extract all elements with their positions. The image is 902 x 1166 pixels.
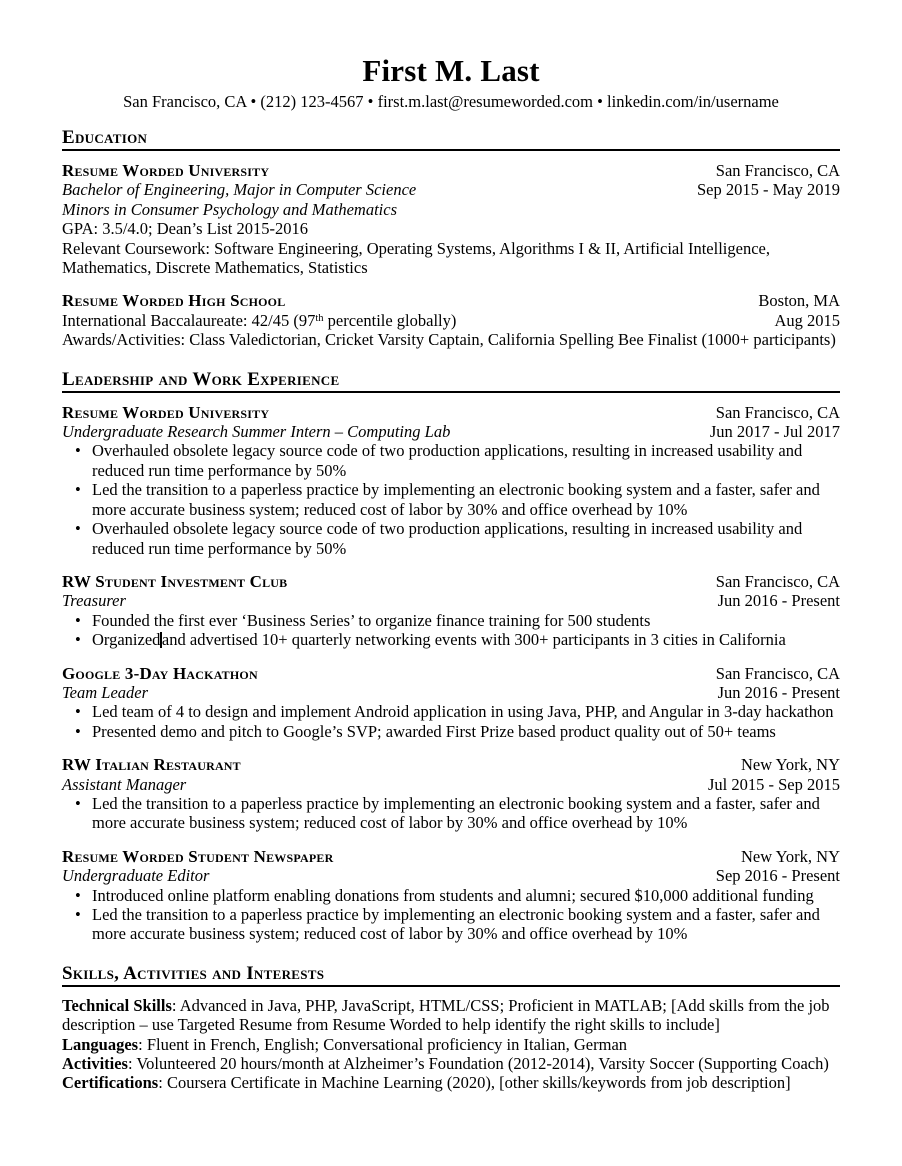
role-title: Undergraduate Editor bbox=[62, 866, 210, 886]
entry-header-row bbox=[62, 403, 840, 422]
ordinal-superscript: th bbox=[315, 312, 324, 324]
section-heading-experience: Leadership and Work Experience bbox=[62, 369, 840, 393]
skills-text: : Coursera Certificate in Machine Learning (2020), [other skills/keywords from job description] bbox=[158, 1073, 791, 1093]
entry-header-row bbox=[62, 664, 840, 683]
bullet-item bbox=[62, 611, 840, 630]
role-dates: Jun 2017 - Jul 2017 bbox=[709, 422, 840, 442]
bullet-icon: • bbox=[75, 905, 81, 924]
bullet-text: Overhauled obsolete legacy source code of two production applications, resulting in increased usability and reduced run time performance by 50% bbox=[92, 441, 803, 480]
skills-text: : Volunteered 20 hours/month at Alzheimer’s Foundation (2012-2014), Varsity Soccer (Supporting Coach) bbox=[127, 1054, 829, 1074]
bullet-item bbox=[62, 480, 840, 519]
bullet-text: Founded the first ever ‘Business Series’ to organize finance training for 500 students bbox=[92, 610, 651, 630]
role-dates: Jun 2016 - Present bbox=[717, 591, 840, 611]
bullet-list bbox=[62, 794, 840, 833]
entry-subheader-row bbox=[62, 422, 840, 441]
org-name: Google 3-Day Hackathon bbox=[62, 663, 258, 683]
org-location: San Francisco, CA bbox=[715, 663, 840, 683]
skills-line bbox=[62, 996, 840, 1035]
skills-line bbox=[62, 1073, 840, 1092]
bullet-item bbox=[62, 702, 840, 721]
entry-header-row bbox=[62, 161, 840, 180]
bullet-text: Led the transition to a paperless practice by implementing an electronic booking system and a faster, safer and more accurate business system; reduced cost of labor by 30% and office overhead by 10% bbox=[92, 480, 820, 519]
org-location: New York, NY bbox=[740, 846, 840, 866]
skills-text: : Advanced in Java, PHP, JavaScript, HTML/CSS; Proficient in MATLAB; [Add skills from the job description – use Targeted Resume from Resume Worded to help identify the right skills to include] bbox=[62, 995, 830, 1035]
entry-subheader-row bbox=[62, 180, 840, 199]
org-name: Resume Worded University bbox=[62, 402, 270, 422]
skills-block bbox=[62, 996, 840, 1093]
bullet-list bbox=[62, 886, 840, 944]
bullet-item bbox=[62, 905, 840, 944]
entry-subheader-row bbox=[62, 683, 840, 702]
person-name: First M. Last bbox=[362, 53, 540, 88]
role-dates: Sep 2016 - Present bbox=[715, 866, 840, 886]
entry-subheader-row bbox=[62, 866, 840, 885]
gpa-line: GPA: 3.5/4.0; Dean’s List 2015-2016 bbox=[62, 219, 308, 239]
contact-line: San Francisco, CA • (212) 123-4567 • first.m.last@resumeworded.com • linkedin.com/in/username bbox=[123, 92, 779, 111]
coursework-line: Relevant Coursework: Software Engineering, Operating Systems, Algorithms I & II, Artificial Intelligence, Mathematics, Discrete Mathematics, Statistics bbox=[62, 238, 770, 278]
bullet-icon: • bbox=[75, 721, 81, 741]
awards-line: Awards/Activities: Class Valedictorian, Cricket Varsity Captain, California Spelling Bee Finalist (1000+ participants) bbox=[62, 330, 836, 350]
role-dates: Jul 2015 - Sep 2015 bbox=[708, 774, 840, 794]
bullet-list bbox=[62, 611, 840, 650]
experience-entry bbox=[62, 664, 840, 742]
role-dates: Jun 2016 - Present bbox=[717, 682, 840, 702]
bullet-icon: • bbox=[75, 519, 81, 539]
bullet-text: Led the transition to a paperless practice by implementing an electronic booking system and a faster, safer and more accurate business system; reduced cost of labor by 30% and office overhead by 10% bbox=[92, 793, 820, 833]
bullet-text-with-cursor[interactable]: Organizedand advertised 10+ quarterly networking events with 300+ participants in 3 cities in California bbox=[92, 630, 786, 650]
bullet-icon: • bbox=[75, 441, 81, 461]
entry-header-row bbox=[62, 572, 840, 591]
resume-content bbox=[62, 0, 840, 1093]
skills-label: Languages bbox=[62, 1034, 139, 1054]
bullet-text: Led the transition to a paperless practice by implementing an electronic booking system and a faster, safer and more accurate business system; reduced cost of labor by 30% and office overhead by 10% bbox=[92, 905, 820, 944]
bullet-item bbox=[62, 519, 840, 558]
ib-score-line: International Baccalaureate: 42/45 (97th percentile globally) bbox=[62, 310, 457, 330]
bullet-text: Presented demo and pitch to Google’s SVP; awarded First Prize based product quality out of 50+ teams bbox=[92, 721, 776, 741]
role-title: Undergraduate Research Summer Intern – Computing Lab bbox=[62, 422, 451, 442]
role-title: Treasurer bbox=[62, 591, 126, 611]
experience-entry bbox=[62, 755, 840, 833]
bullet-item bbox=[62, 794, 840, 833]
school-location: Boston, MA bbox=[758, 291, 840, 311]
skills-line bbox=[62, 1054, 840, 1073]
org-name: RW Italian Restaurant bbox=[62, 755, 241, 775]
education-dates: Sep 2015 - May 2019 bbox=[697, 180, 840, 200]
bullet-text: Overhauled obsolete legacy source code of two production applications, resulting in increased usability and reduced run time performance by 50% bbox=[92, 519, 803, 558]
education-entry bbox=[62, 161, 840, 277]
org-location: San Francisco, CA bbox=[715, 402, 840, 422]
org-location: San Francisco, CA bbox=[715, 571, 840, 591]
role-title: Team Leader bbox=[62, 682, 149, 702]
bullet-list bbox=[62, 441, 840, 557]
entry-subheader-row bbox=[62, 775, 840, 794]
degree-title: Bachelor of Engineering, Major in Computer Science bbox=[62, 180, 417, 200]
bullet-text: Led team of 4 to design and implement Android application in using Java, PHP, and Angular in 3-day hackathon bbox=[92, 702, 834, 722]
org-name: RW Student Investment Club bbox=[62, 571, 288, 591]
bullet-icon: • bbox=[75, 885, 81, 905]
skills-label: Technical Skills bbox=[62, 995, 172, 1015]
entry-header-row bbox=[62, 847, 840, 866]
org-location: New York, NY bbox=[740, 755, 840, 775]
bullet-list bbox=[62, 702, 840, 741]
skills-line bbox=[62, 1035, 840, 1054]
education-entry bbox=[62, 291, 840, 349]
bullet-icon: • bbox=[75, 702, 81, 722]
school-name: Resume Worded High School bbox=[62, 291, 286, 311]
skills-text: : Fluent in French, English; Conversational proficiency in Italian, German bbox=[138, 1034, 628, 1054]
experience-entry bbox=[62, 403, 840, 558]
org-name: Resume Worded Student Newspaper bbox=[62, 846, 334, 866]
section-heading-education: Education bbox=[62, 127, 840, 151]
bullet-item bbox=[62, 441, 840, 480]
bullet-icon: • bbox=[75, 480, 81, 500]
bullet-item bbox=[62, 886, 840, 905]
minors-line: Minors in Consumer Psychology and Mathematics bbox=[62, 199, 398, 219]
school-name: Resume Worded University bbox=[62, 161, 270, 180]
bullet-icon: • bbox=[75, 793, 81, 813]
skills-label: Certifications bbox=[62, 1073, 159, 1093]
entry-subheader-row bbox=[62, 591, 840, 610]
bullet-item bbox=[62, 722, 840, 741]
bullet-icon: • bbox=[75, 630, 81, 650]
education-dates: Aug 2015 bbox=[774, 310, 840, 330]
skills-label: Activities bbox=[62, 1054, 128, 1074]
entry-header-row bbox=[62, 755, 840, 774]
bullet-icon: • bbox=[75, 610, 81, 630]
entry-subheader-row bbox=[62, 311, 840, 330]
entry-header-row bbox=[62, 291, 840, 310]
bullet-text: Introduced online platform enabling donations from students and alumni; secured $10,000 additional funding bbox=[92, 885, 814, 905]
role-title: Assistant Manager bbox=[62, 774, 187, 794]
school-location: San Francisco, CA bbox=[715, 161, 840, 180]
experience-entry bbox=[62, 572, 840, 650]
experience-entry bbox=[62, 847, 840, 944]
bullet-item[interactable] bbox=[62, 630, 840, 649]
section-heading-skills: Skills, Activities and Interests bbox=[62, 963, 840, 987]
